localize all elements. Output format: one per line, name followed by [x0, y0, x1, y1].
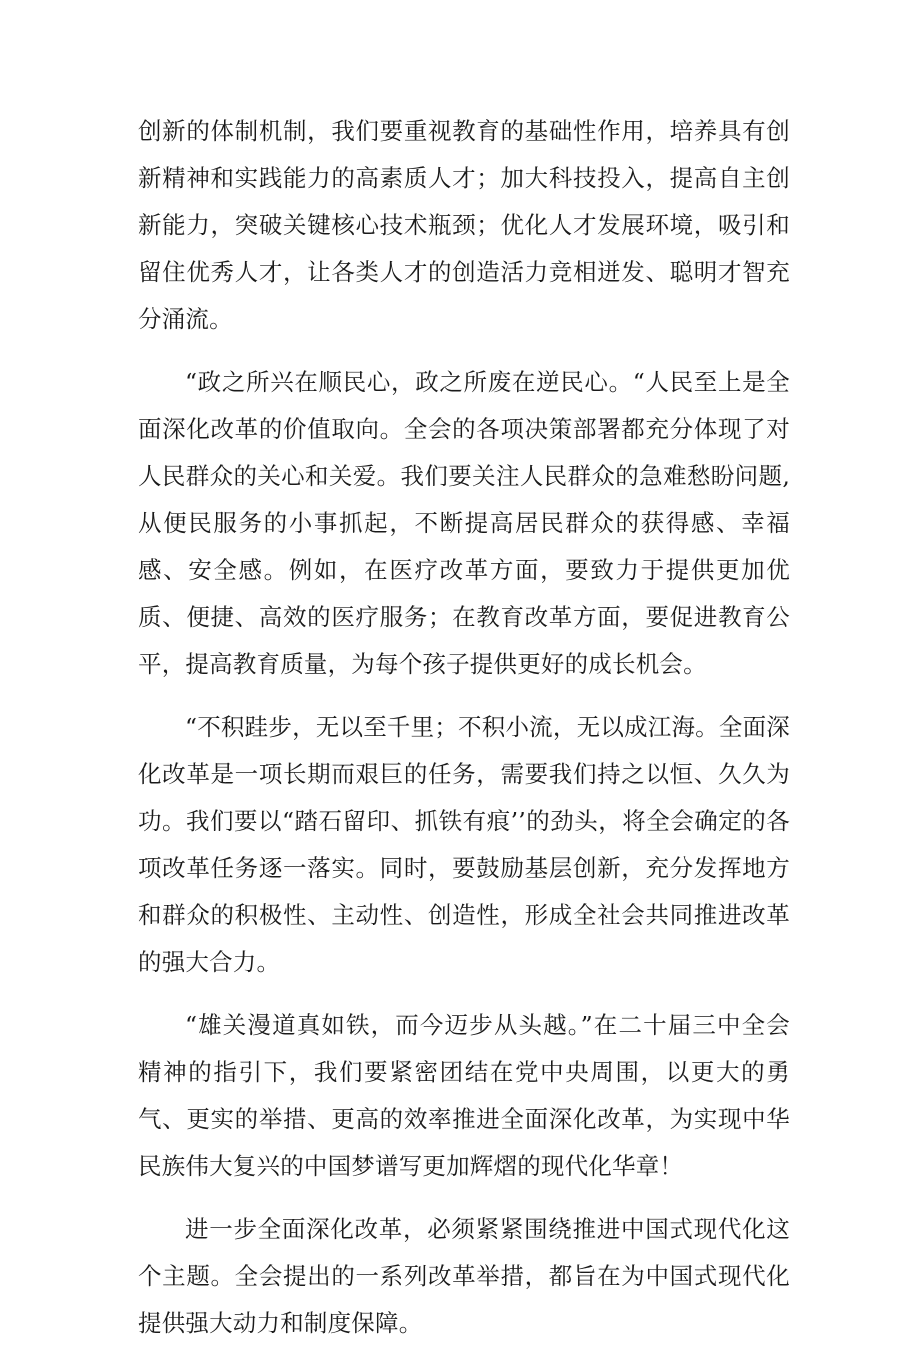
paragraph-new-journey: “雄关漫道真如铁，而今迈步从头越。”在二十届三中全会精神的指引下，我们要紧密团结在党中央周围，以更大的勇气、更实的举措、更高的效率推进全面深化改革，为实现中华民族伟大复兴的中国梦谱写更加辉熠的现代化华章！ — [138, 1011, 790, 1180]
paragraph-people-first: “政之所兴在顺民心，政之所废在逆民心。“人民至上是全面深化改革的价值取向。全会的各项决策部署都充分体现了对人民群众的关心和关爱。我们要关注人民群众的急难愁盼问题,从便民服务的小事抓起，不断提高居民群众的获得感、幸福感、安全感。例如，在医疗改革方面，要致力于提供更加优质、便捷、高效的医疗服务；在教育改革方面，要促进教育公平，提高教育质量，为每个孩子提供更好的成长机会。 — [138, 368, 790, 678]
paragraph-chinese-modernization: 进一步全面深化改革，必须紧紧围绕推进中国式现代化这个主题。全会提出的一系列改革举措，都旨在为中国式现代化提供强大动力和制度保障。 — [138, 1215, 790, 1337]
paragraph-innovation-talent: 创新的体制机制，我们要重视教育的基础性作用，培养具有创新精神和实践能力的高素质人才；加大科技投入，提高自主创新能力，突破关键核心技术瓶颈；优化人才发展环境，吸引和留住优秀人才，让各类人才的创造活力竞相迸发、聪明才智充分涌流。 — [138, 117, 790, 333]
document-body — [138, 108, 790, 1363]
paragraph-persistence: “不积跬步，无以至千里；不积小流，无以成江海。全面深化改革是一项长期而艰巨的任务，需要我们持之以恒、久久为功。我们要以“踏石留印、抓铁有痕’’的劲头，将全会确定的各项改革任务逐一落实。同时，要鼓励基层创新，充分发挥地方和群众的积极性、主动性、创造性，形成全社会共同推进改革的强大合力。 — [138, 713, 790, 976]
